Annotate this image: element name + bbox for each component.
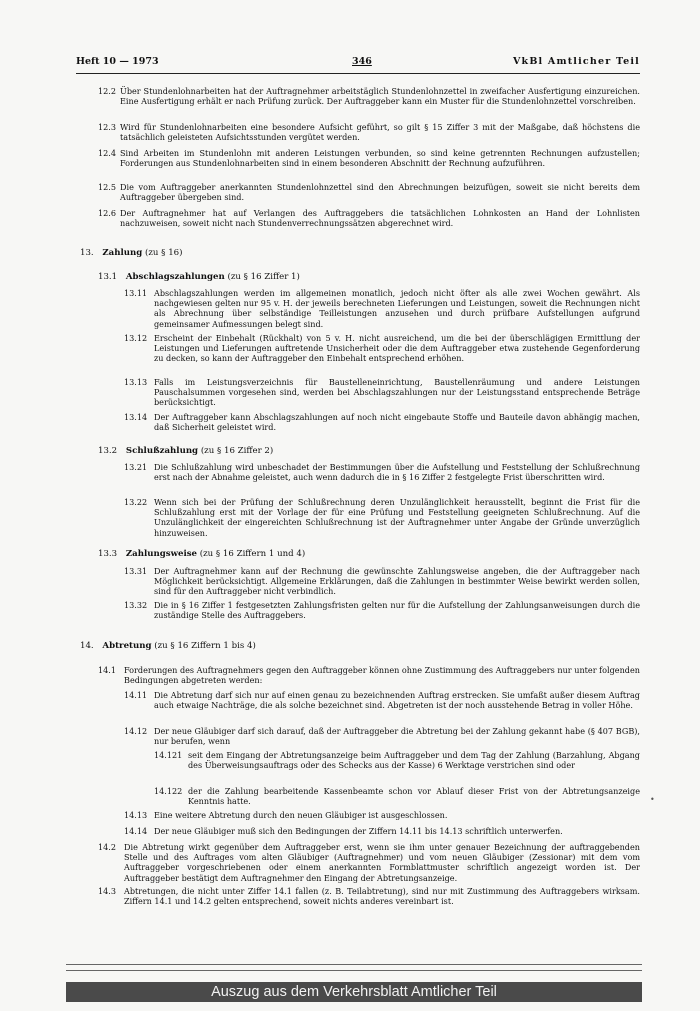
clause-number: 12.4 bbox=[98, 148, 117, 158]
clause-text: Sind Arbeiten im Stundenlohn mit anderen Leistungen verbunden, so sind keine getrennten Rechnungen aufzustellen; Forderungen aus Stundenlohnarbeiten sind in einem besonderen Abschnitt der Rechnung aufzuführen. bbox=[120, 148, 640, 169]
clause-number: 14.1 bbox=[98, 665, 117, 675]
clause-text: Der neue Gläubiger muß sich den Bedingungen der Ziffern 14.11 bis 14.13 schriftlich unterwerfen. bbox=[154, 826, 563, 836]
section-title: Zahlung bbox=[102, 248, 143, 258]
clause-number: 13.31 bbox=[124, 566, 148, 576]
subsection-title: Schlußzahlung bbox=[125, 446, 199, 456]
clause-number: 13.11 bbox=[124, 288, 148, 298]
subsection-13-3-heading bbox=[98, 549, 305, 560]
clause-number: 13.21 bbox=[124, 462, 148, 472]
clause-number: 14.2 bbox=[98, 842, 117, 852]
clause-number: 14.121 bbox=[154, 750, 183, 760]
clause-number: 13.13 bbox=[124, 377, 148, 387]
section-14-heading bbox=[80, 641, 256, 652]
clause-number: 14.11 bbox=[124, 690, 148, 700]
clause-text: seit dem Eingang der Abtretungsanzeige beim Auftraggeber und dem Tag der Zahlung (Barzahlung, Abgang des Überweisungsauftrags oder des Schecks aus der Kasse) 6 Werktage verstrichen sind oder bbox=[188, 750, 640, 771]
subsection-ref: (zu § 16 Ziffer 1) bbox=[227, 272, 300, 282]
section-ref: (zu § 16 Ziffern 1 bis 4) bbox=[154, 641, 256, 651]
clause-number: 14.3 bbox=[98, 886, 117, 896]
clause-text: Die Abtretung wirkt gegenüber dem Auftraggeber erst, wenn sie ihm unter genauer Bezeichnung der auftraggebenden Stelle und des Auftrages vom alten Gläubiger (Auftragnehmer) und vom neuen Gläubiger (Zessionar) mit dem vom Auftraggeber vorgeschriebenen oder einem anerkannten Formblattmuster schriftlich angezeigt worden ist. Der Auftraggeber bestätigt dem Auftragnehmer den Eingang der Abtretungsanzeige. bbox=[124, 842, 640, 883]
clause-number: 13.14 bbox=[124, 412, 148, 422]
clause-number: 14.14 bbox=[124, 826, 148, 836]
header-rule bbox=[76, 73, 640, 74]
clause-text: Der Auftraggeber kann Abschlagszahlungen auf noch nicht eingebaute Stoffe und Bauteile davon abhängig machen, daß Sicherheit geleistet wird. bbox=[154, 412, 640, 433]
footer-rule-top bbox=[66, 964, 642, 965]
clause-number: 14.122 bbox=[154, 786, 183, 796]
subsection-ref: (zu § 16 Ziffern 1 und 4) bbox=[199, 549, 306, 559]
section-13-heading bbox=[80, 248, 182, 259]
footer-banner: Auszug aus dem Verkehrsblatt Amtlicher Teil bbox=[66, 982, 642, 1002]
subsection-number: 13.2 bbox=[98, 446, 118, 456]
clause-text: Die vom Auftraggeber anerkannten Stundenlohnzettel sind den Abrechnungen beizufügen, soweit sie nicht bereits dem Auftraggeber übergeben sind. bbox=[120, 182, 640, 203]
subsection-title: Zahlungsweise bbox=[125, 549, 198, 559]
running-header bbox=[76, 56, 640, 72]
publication-label: VkBl Amtlicher Teil bbox=[512, 56, 640, 67]
clause-text: Der neue Gläubiger darf sich darauf, daß der Auftraggeber die Abtretung bei der Zahlung gekannt habe (§ 407 BGB), nur berufen, wenn bbox=[154, 726, 640, 747]
section-ref: (zu § 16) bbox=[145, 248, 183, 258]
subsection-number: 13.1 bbox=[98, 272, 118, 282]
clause-number: 12.5 bbox=[98, 182, 117, 192]
clause-text: Abschlagszahlungen werden im allgemeinen monatlich, jedoch nicht öfter als alle zwei Wochen gewährt. Als nachgewiesen gelten nur 95 v. H. der jeweils berechneten Lieferungen und Leistungen, soweit die Rechnungen nicht als Abrechnung über selbständige Teilleistungen anzusehen und durch prüfbare Aufstellungen aufgrund gemeinsamer Aufmessungen belegt sind. bbox=[154, 288, 640, 329]
clause-text: Die in § 16 Ziffer 1 festgesetzten Zahlungsfristen gelten nur für die Aufstellung der Zahlungsanweisungen durch die zuständige Stelle des Auftraggebers. bbox=[154, 600, 640, 621]
clause-text: Eine weitere Abtretung durch den neuen Gläubiger ist ausgeschlossen. bbox=[154, 810, 448, 820]
subsection-13-2-heading bbox=[98, 446, 273, 457]
subsection-number: 13.3 bbox=[98, 549, 118, 559]
clause-text: Falls im Leistungsverzeichnis für Baustelleneinrichtung, Baustellenräumung und andere Leistungen Pauschalsummen vorgesehen sind, werden bei Abschlagszahlungen nur der Leistungsstand entsprechende Beträge berücksichtigt. bbox=[154, 377, 640, 408]
clause-text: Über Stundenlohnarbeiten hat der Auftragnehmer arbeitstäglich Stundenlohnzettel in zweifacher Ausfertigung einzureichen. Eine Ausfertigung erhält er nach Prüfung zurück. Der Auftraggeber kann ein Muster für die Stundenlohnzettel vorschreiben. bbox=[120, 86, 640, 107]
clause-number: 12.3 bbox=[98, 122, 117, 132]
clause-number: 13.32 bbox=[124, 600, 148, 610]
clause-text: Erscheint der Einbehalt (Rückhalt) von 5 v. H. nicht ausreichend, um die bei der überschlägigen Ermittlung der Leistungen und Lieferungen auftretende Unsicherheit oder die dem Auftraggeber etwa zustehende Gegenforderung zu decken, so kann der Auftraggeber den Einbehalt entsprechend erhöhen. bbox=[154, 333, 640, 364]
subsection-13-1-heading bbox=[98, 272, 300, 283]
scan-speck: • bbox=[650, 795, 655, 804]
clause-text: der die Zahlung bearbeitende Kassenbeamte schon vor Ablauf dieser Frist von der Abtretungsanzeige Kenntnis hatte. bbox=[188, 786, 640, 807]
clause-text: Die Schlußzahlung wird unbeschadet der Bestimmungen über die Aufstellung und Feststellung der Schlußrechnung erst nach der Abnahme geleistet, auch wenn dadurch die in § 16 Ziffer 2 festgelegte Frist überschritten wird. bbox=[154, 462, 640, 483]
clause-number: 13.12 bbox=[124, 333, 148, 343]
page-number: 346 bbox=[352, 56, 372, 67]
clause-text: Wenn sich bei der Prüfung der Schlußrechnung deren Unzulänglichkeit herausstellt, beginnt die Frist für die Schlußzahlung erst mit der Vorlage der für eine Prüfung und Feststellung geeigneten Schlußrechnung. Auf die Unzulänglichkeit der eingereichten Schlußrechnung ist der Auftragnehmer unter Angabe der Gründe unverzüglich hinzuweisen. bbox=[154, 497, 640, 538]
subsection-ref: (zu § 16 Ziffer 2) bbox=[200, 446, 274, 456]
clause-text: Wird für Stundenlohnarbeiten eine besondere Aufsicht geführt, so gilt § 15 Ziffer 3 mit der Maßgabe, daß höchstens die tatsächlich geleisteten Aufsichtsstunden vergütet werden. bbox=[120, 122, 640, 143]
clause-number: 13.22 bbox=[124, 497, 148, 507]
section-number: 14. bbox=[80, 641, 94, 651]
section-title: Abtretung bbox=[102, 641, 152, 651]
issue-label: Heft 10 — 1973 bbox=[76, 56, 159, 67]
clause-number: 12.6 bbox=[98, 208, 117, 218]
clause-text: Abtretungen, die nicht unter Ziffer 14.1 fallen (z. B. Teilabtretung), sind nur mit Zustimmung des Auftraggebers wirksam. Ziffern 14.1 und 14.2 gelten entsprechend, soweit nichts anderes vereinbart ist. bbox=[124, 886, 640, 907]
footer-rule-bottom bbox=[66, 970, 642, 971]
clause-number: 14.12 bbox=[124, 726, 148, 736]
clause-text: Die Abtretung darf sich nur auf einen genau zu bezeichnenden Auftrag erstrecken. Sie umfaßt außer diesem Auftrag auch etwaige Nachträge, die als solche bezeichnet sind. Abgetreten ist der noch ausstehende Betrag in voller Höhe. bbox=[154, 690, 640, 711]
subsection-title: Abschlagszahlungen bbox=[125, 272, 225, 282]
clause-number: 12.2 bbox=[98, 86, 117, 96]
section-number: 13. bbox=[80, 248, 94, 258]
clause-number: 14.13 bbox=[124, 810, 148, 820]
clause-text: Forderungen des Auftragnehmers gegen den Auftraggeber können ohne Zustimmung des Auftraggebers nur unter folgenden Bedingungen abgetreten werden: bbox=[124, 665, 640, 686]
clause-text: Der Auftragnehmer kann auf der Rechnung die gewünschte Zahlungsweise angeben, die der Auftraggeber nach Möglichkeit berücksichtigt. Allgemeine Erklärungen, daß die Zahlungen in bestimmter Weise bewirkt werden sollen, sind für den Auftraggeber nicht verbindlich. bbox=[154, 566, 640, 597]
clause-text: Der Auftragnehmer hat auf Verlangen des Auftraggebers die tatsächlichen Lohnkosten an Hand der Lohnlisten nachzuweisen, soweit nicht nach Stundenverrechnungssätzen abgerechnet wird. bbox=[120, 208, 640, 229]
